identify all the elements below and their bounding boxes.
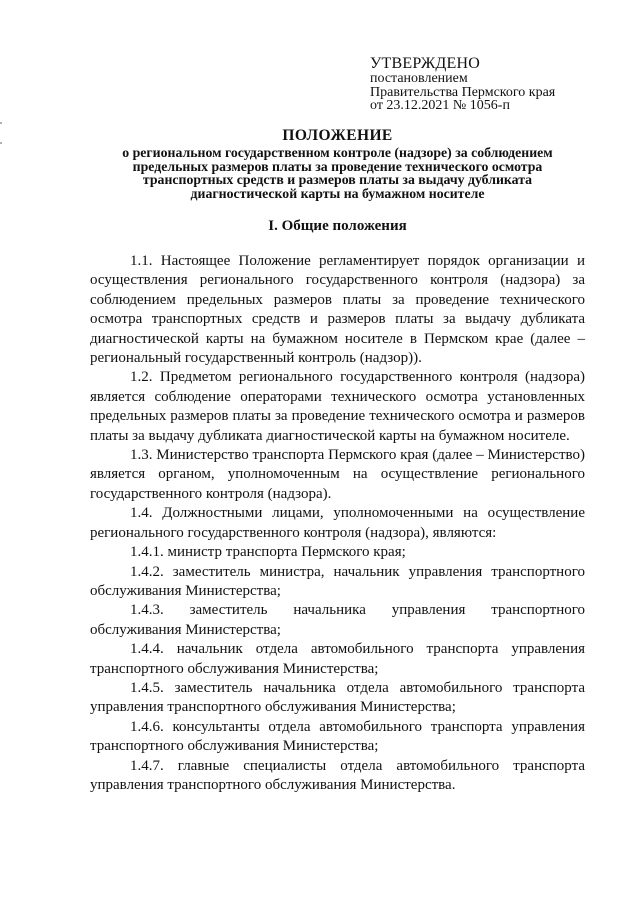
approval-line: постановлением: [370, 71, 468, 86]
list-item: 1.4.1. министр транспорта Пермского края;: [130, 544, 406, 561]
approval-line: Правительства Пермского края: [370, 84, 556, 100]
scan-artifact: [0, 122, 2, 124]
paragraph: 1.1. Настоящее Положение регламентирует порядок организации и осуществления регионального государственного контроля (надзора) за соблюдением предельных размеров платы за проведение технического осмотра транспортных средств и размеров платы за выдачу дубликата диагностической карты на бумажном носителе в Пермском крае (далее – региональный государственный контроль (надзор)).: [90, 253, 585, 367]
paragraph: 1.4. Должностными лицами, уполномоченными на осуществление регионального государственного контроля (надзора), являются:: [90, 505, 585, 541]
scan-artifact: [0, 142, 2, 144]
approval-heading: УТВЕРЖДЕНО: [370, 55, 481, 72]
list-item: 1.4.4. начальник отдела автомобильного транспорта управления транспортного обслуживания Министерства;: [90, 641, 585, 677]
list-item: 1.4.2. заместитель министра, начальник управления транспортного обслуживания Министерства;: [90, 563, 585, 599]
document-body: [90, 252, 585, 795]
list-item: 1.4.3. заместитель начальника управления транспортного обслуживания Министерства;: [90, 602, 585, 638]
approval-line: от 23.12.2021 № 1056-п: [370, 98, 510, 113]
paragraph: 1.3. Министерство транспорта Пермского края (далее – Министерство) является органом, уполномоченным на осуществление регионального государственного контроля (надзора).: [90, 447, 585, 502]
list-item: 1.4.5. заместитель начальника отдела автомобильного транспорта управления транспортного обслуживания Министерства;: [90, 679, 585, 716]
list-item: 1.4.7. главные специалисты отдела автомобильного транспорта управления транспортного обслуживания Министерства.: [90, 757, 585, 793]
paragraph: 1.2. Предметом регионального государственного контроля (надзора) является соблюдение операторами технического осмотра установленных предельных размеров платы за проведение технического осмотра и размеров платы за выдачу дубликата диагностической карты на бумажном носителе.: [90, 369, 585, 444]
document-subtitle: о региональном государственном контроле (надзоре) за соблюдением предельных размеров платы за проведение технического осмотра транспортных средств и размеров платы за выдачу дубликата диагностической карты на бумажном носителе: [122, 145, 553, 201]
document-title: ПОЛОЖЕНИЕ: [282, 127, 393, 144]
section-heading: I. Общие положения: [268, 218, 407, 234]
list-item: 1.4.6. консультанты отдела автомобильного транспорта управления транспортного обслуживания Министерства;: [90, 718, 585, 755]
approval-stamp: [370, 55, 600, 113]
